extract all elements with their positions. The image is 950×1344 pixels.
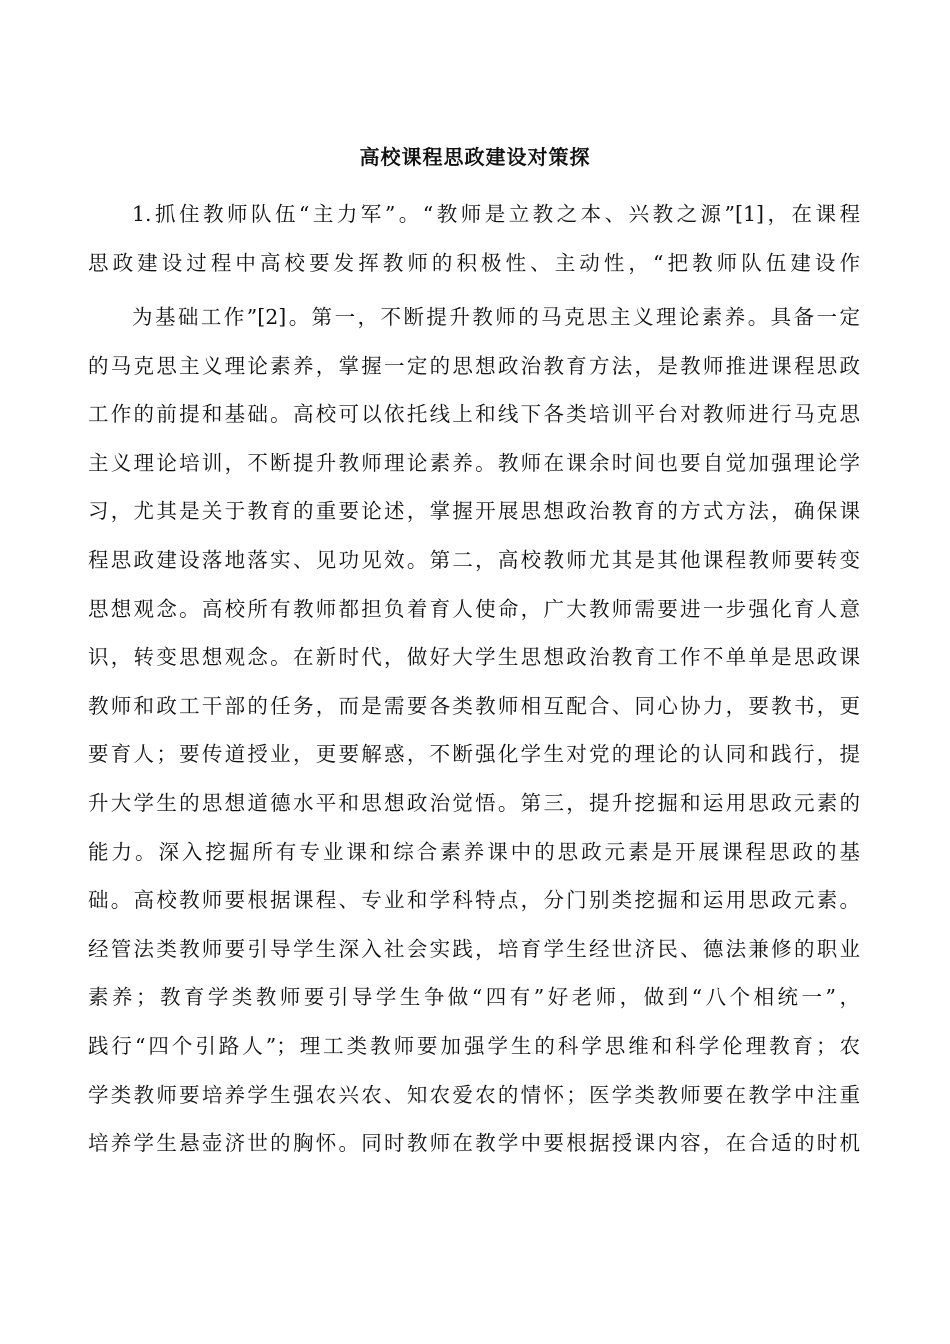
paragraph-line: 思想观念。高校所有教师都担负着育人使命，广大教师需要进一步强化育人意 <box>88 596 860 621</box>
paragraph-line: 1.抓住教师队伍“主力军”。“教师是立教之本、兴教之源”[1]，在课程 <box>132 202 860 226</box>
paragraph-line: 升大学生的思想道德水平和思想政治觉悟。第三，提升挖掘和运用思政元素的 <box>88 790 860 815</box>
paragraph-2 <box>88 293 860 1168</box>
paragraph-line: 础。高校教师要根据课程、专业和学科特点，分门别类挖掘和运用思政元素。 <box>88 888 860 913</box>
document-title: 高校课程思政建设对策探 <box>359 145 591 169</box>
paragraph-line: 识，转变思想观念。在新时代，做好大学生思想政治教育工作不单单是思政课 <box>88 645 860 670</box>
paragraph-line: 的马克思主义理论素养，掌握一定的思想政治教育方法，是教师推进课程思政 <box>88 353 860 378</box>
paragraph-line: 习，尤其是关于教育的重要论述，掌握开展思想政治教育的方式方法，确保课 <box>88 499 860 524</box>
paragraph-line: 程思政建设落地落实、见功见效。第二，高校教师尤其是其他课程教师要转变 <box>88 547 860 572</box>
paragraph-line: 培养学生悬壶济世的胸怀。同时教师在教学中要根据授课内容，在合适的时机 <box>88 1131 860 1156</box>
paragraph-line: 教师和政工干部的任务，而是需要各类教师相互配合、同心协力，要教书，更 <box>88 693 860 718</box>
paragraph-line: 工作的前提和基础。高校可以依托线上和线下各类培训平台对教师进行马克思 <box>88 402 860 427</box>
paragraph-line: 为基础工作”[2]。第一，不断提升教师的马克思主义理论素养。具备一定 <box>132 305 860 329</box>
paragraph-line: 经管法类教师要引导学生深入社会实践，培育学生经世济民、德法兼修的职业 <box>88 936 860 961</box>
paragraph-line: 践行“四个引路人”；理工类教师要加强学生的科学思维和科学伦理教育；农 <box>88 1033 860 1058</box>
paragraph-1 <box>88 190 860 287</box>
paragraph-line: 能力。深入挖掘所有专业课和综合素养课中的思政元素是开展课程思政的基 <box>88 839 860 864</box>
paragraph-line: 素养；教育学类教师要引导学生争做“四有”好老师，做到“八个相统一”， <box>88 985 860 1010</box>
paragraph-line: 主义理论培训，不断提升教师理论素养。教师在课余时间也要自觉加强理论学 <box>88 450 860 475</box>
paragraph-line: 思政建设过程中高校要发挥教师的积极性、主动性，“把教师队伍建设作 <box>88 250 860 275</box>
paragraph-line: 学类教师要培养学生强农兴农、知农爱农的情怀；医学类教师要在教学中注重 <box>88 1082 860 1107</box>
paragraph-line: 要育人；要传道授业，更要解惑，不断强化学生对党的理论的认同和践行，提 <box>88 742 860 767</box>
